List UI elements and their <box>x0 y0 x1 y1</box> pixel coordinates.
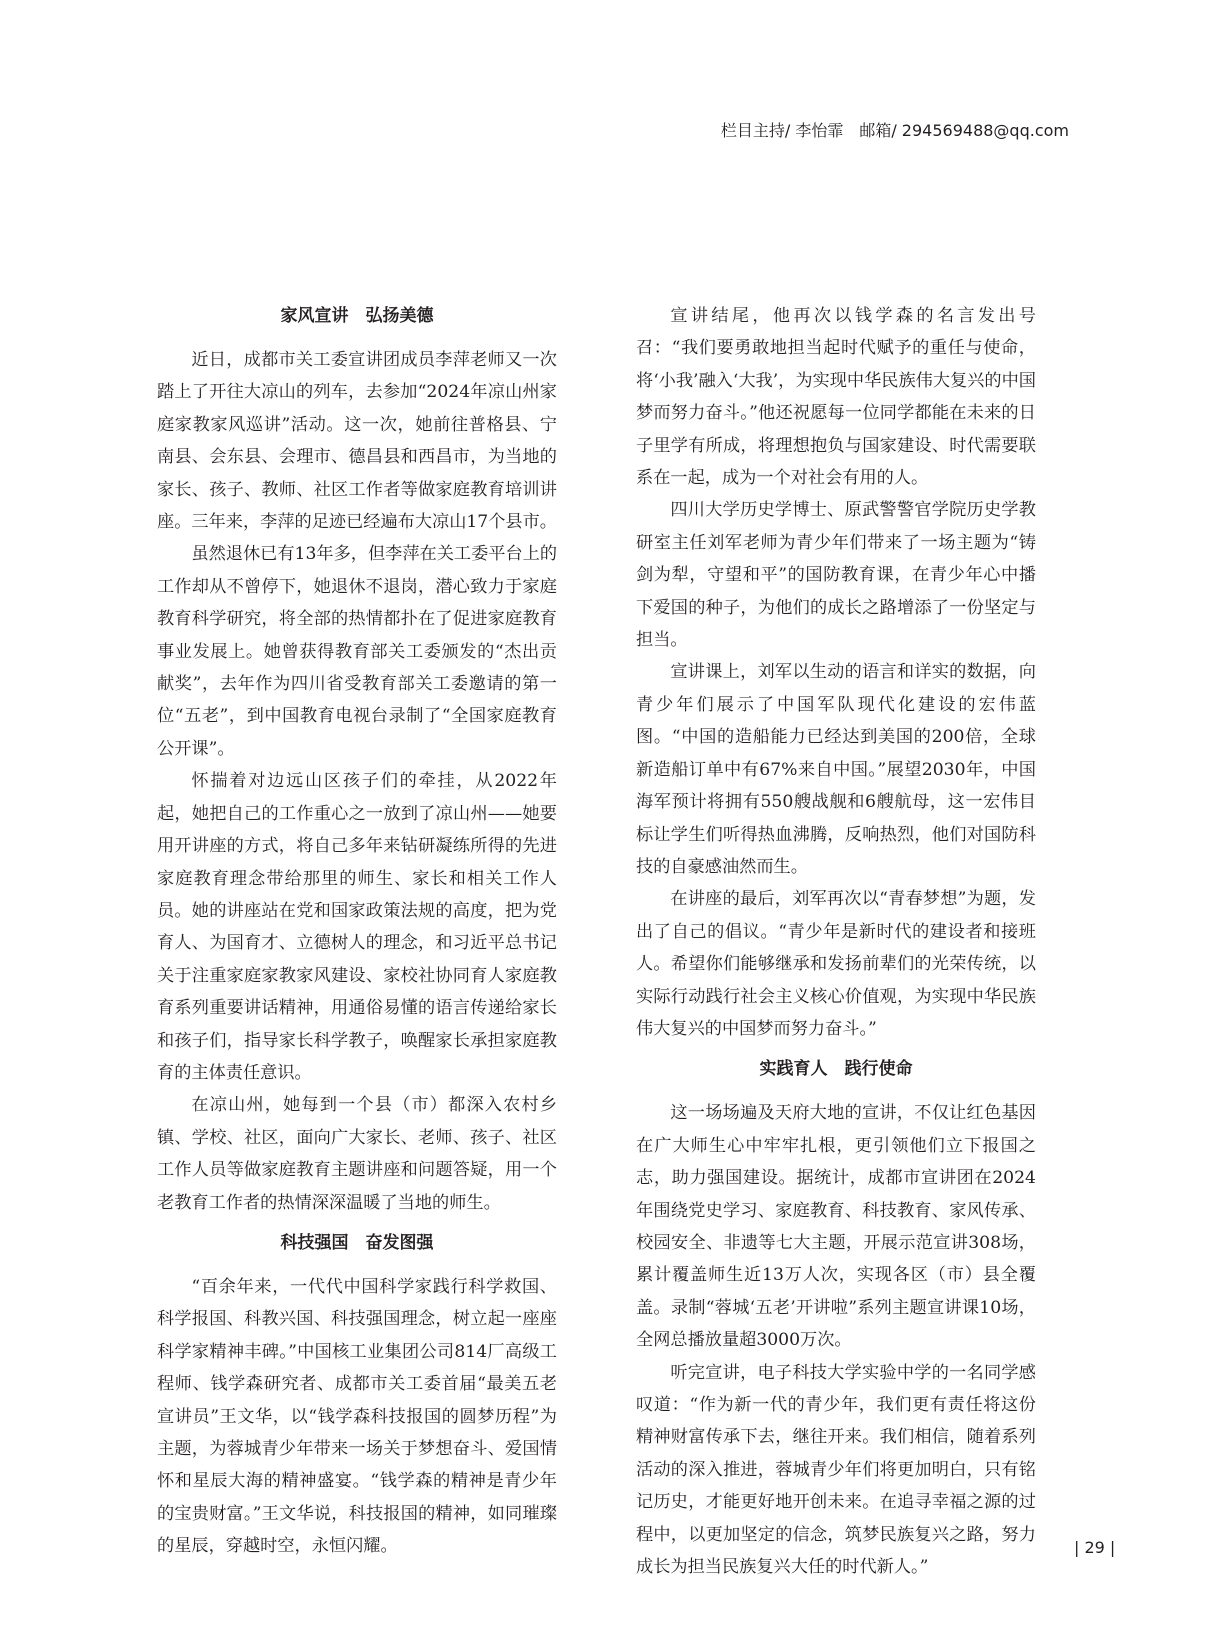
paragraph: 在讲座的最后，刘军再次以“青春梦想”为题，发出了自己的倡议。“青少年是新时代的建设者和接班人。希望你们能够继承和发扬前辈们的光荣传统，以实际行动践行社会主义核心价值观，为实现中华民族伟大复兴的中国梦而努力奋斗。” <box>636 889 1036 1039</box>
paragraph: 四川大学历史学博士、原武警警官学院历史学教研室主任刘军老师为青少年们带来了一场主题为“铸剑为犁，守望和平”的国防教育课，在青少年心中播下爱国的种子，为他们的成长之路增添了一份坚定与担当。 <box>636 500 1036 651</box>
paragraph: 宣讲结尾，他再次以钱学森的名言发出号召：“我们要勇敢地担当起时代赋予的重任与使命，将‘小我’融入‘大我’，为实现中华民族伟大复兴的中国梦而努力奋斗。”他还祝愿每一位同学都能在未来的日子里学有所成，将理想抱负与国家建设、时代需要联系在一起，成为一个对社会有用的人。 <box>636 306 1036 489</box>
section-title-family-tradition: 家风宣讲 弘扬美德 <box>280 306 434 326</box>
paragraph: “百余年来，一代代中国科学家践行科学救国、科学报国、科教兴国、科技强国理念，树立起一座座科学家精神丰碑。”中国核工业集团公司814厂高级工程师、钱学森研究者、成都市关工委首届“最美五老宣讲员”王文华，以“钱学森科技报国的圆梦历程”为主题，为蓉城青少年带来一场关于梦想奋斗、爱国情怀和星辰大海的精神盛宴。“钱学森的精神是青少年的宝贵财富。”王文华说，科技报国的精神，如同璀璨的星辰，穿越时空，永恒闪耀。 <box>157 1276 557 1557</box>
paragraph: 听完宣讲，电子科技大学实验中学的一名同学感叹道：“作为新一代的青少年，我们更有责任将这份精神财富传承下去，继往开来。我们相信，随着系列活动的深入推进，蓉城青少年们将更加明白，只有铭记历史，才能更好地开创未来。在追寻幸福之源的过程中，以更加坚定的信念，筑梦民族复兴之路，努力成长为担当民族复兴大任的时代新人。” <box>636 1362 1036 1578</box>
paragraph: 近日，成都市关工委宣讲团成员李萍老师又一次踏上了开往大凉山的列车，去参加“2024年凉山州家庭家教家风巡讲”活动。这一次，她前往普格县、宁南县、会东县、会理市、德昌县和西昌市，为当地的家长、孩子、教师、社区工作者等做家庭教育培训讲座。三年来，李萍的足迹已经遍布大凉山17个县市。 <box>157 350 557 533</box>
column-editor: 栏目主持/ 李怡霏 <box>720 121 844 140</box>
column-header <box>721 118 1069 141</box>
section-title-practice-education: 实践育人 践行使命 <box>759 1059 913 1080</box>
section-title-science-technology: 科技强国 奋发图强 <box>280 1232 434 1253</box>
paragraph: 这一场场遍及天府大地的宣讲，不仅让红色基因在广大师生心中牢牢扎根，更引领他们立下报国之志，助力强国建设。据统计，成都市宣讲团在2024年围绕党史学习、家庭教育、科技教育、家风传承、校园安全、非遗等七大主题，开展示范宣讲308场，累计覆盖师生近13万人次，实现各区（市）县全覆盖。录制“蓉城‘五老’开讲啦”系列主题宣讲课10场，全网总播放量超3000万次。 <box>636 1103 1036 1351</box>
left-column <box>157 300 557 1563</box>
paragraph: 虽然退休已有13年多，但李萍在关工委平台上的工作却从不曾停下，她退休不退岗，潜心致力于家庭教育科学研究，将全部的热情都扑在了促进家庭教育事业发展上。她曾获得教育部关工委颁发的“杰出贡献奖”，去年作为四川省受教育部关工委邀请的第一位“五老”，到中国教育电视台录制了“全国家庭教育公开课”。 <box>157 544 558 759</box>
right-column <box>636 300 1036 1583</box>
page-number: | 29 | <box>1074 1538 1116 1557</box>
column-email: 邮箱/ 294569488@qq.com <box>859 121 1069 140</box>
paragraph: 怀揣着对边远山区孩子们的牵挂，从2022年起，她把自己的工作重心之一放到了凉山州——她要用开讲座的方式，将自己多年来钻研凝练所得的先进家庭教育理念带给那里的师生、家长和相关工作人员。她的讲座站在党和国家政策法规的高度，把为党育人、为国育才、立德树人的理念，和习近平总书记关于注重家庭家教家风建设、家校社协同育人家庭教育系列重要讲话精神，用通俗易懂的语言传递给家长和孩子们，指导家长科学教子，唤醒家长承担家庭教育的主体责任意识。 <box>157 771 557 1083</box>
paragraph: 宣讲课上，刘军以生动的语言和详实的数据，向青少年们展示了中国军队现代化建设的宏伟蓝图。“中国的造船能力已经达到美国的200倍，全球新造船订单中有67%来自中国。”展望2030年，中国海军预计将拥有550艘战舰和6艘航母，这一宏伟目标让学生们听得热血沸腾，反响热烈，他们对国防科技的自豪感油然而生。 <box>636 662 1036 877</box>
paragraph: 在凉山州，她每到一个县（市）都深入农村乡镇、学校、社区，面向广大家长、老师、孩子、社区工作人员等做家庭教育主题讲座和问题答疑，用一个老教育工作者的热情深深温暖了当地的师生。 <box>157 1095 557 1213</box>
